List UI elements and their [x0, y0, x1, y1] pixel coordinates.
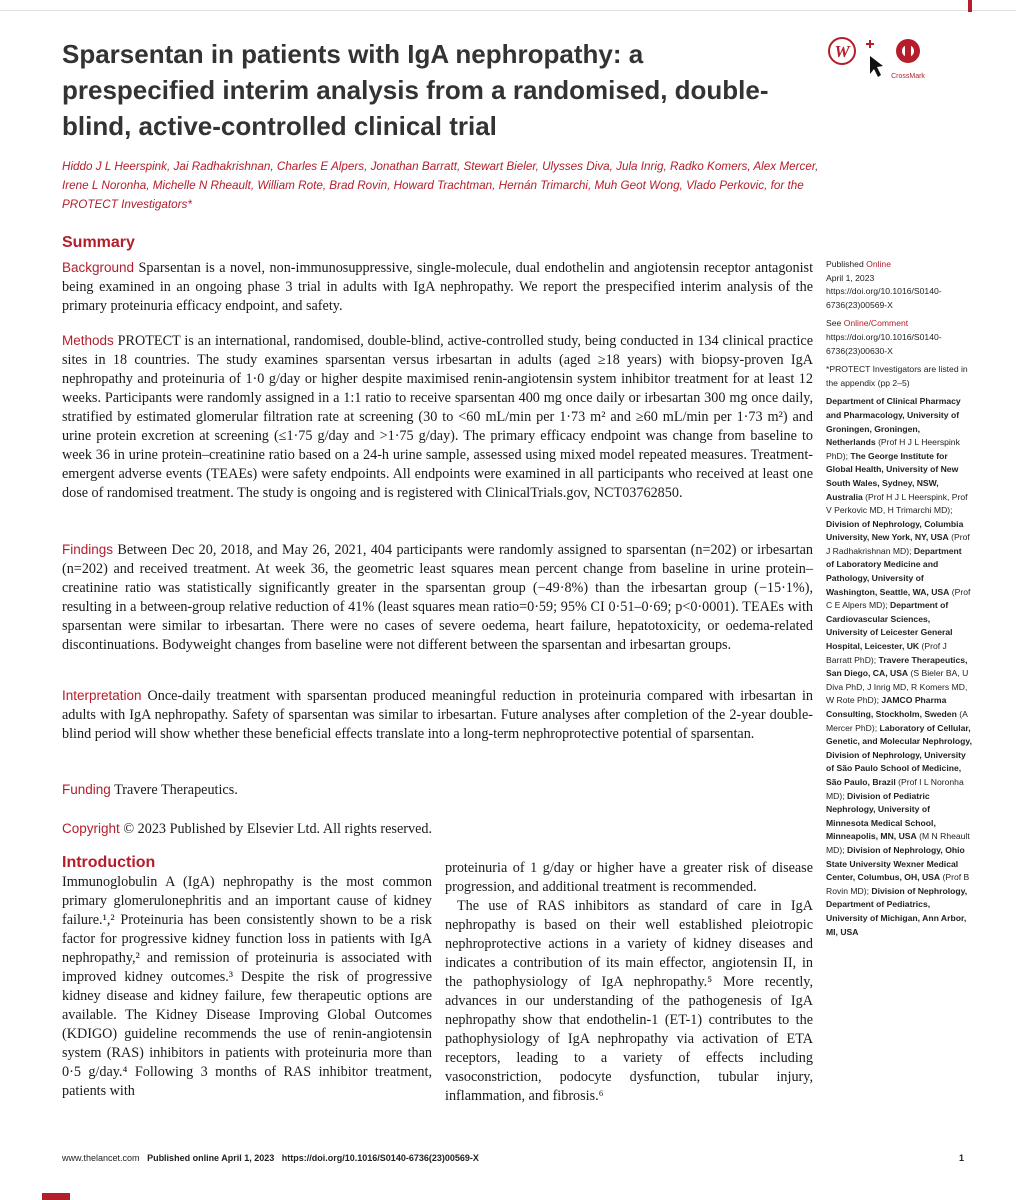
article-title: Sparsentan in patients with IgA nephropathy: a prespecified interim analysis from a randomised, double-blind, active-controlled clinical trial — [62, 39, 769, 141]
footer-doi-link[interactable]: https://doi.org/10.1016/S0140-6736(23)00569-X — [281, 1153, 479, 1163]
funding-label: Funding — [62, 782, 111, 797]
introduction-column-2 — [445, 859, 813, 1106]
page-footer — [62, 1153, 972, 1163]
funding-section — [62, 780, 813, 800]
open-access-icon[interactable] — [829, 38, 855, 64]
methods-text: PROTECT is an international, randomised, double-blind, active-controlled study, being conducted in 134 clinical practice sites in 18 countries. The study examines sparsentan versus irbesartan in adults (aged ≥18 years) with biopsy-proven IgA nephropathy and proteinuria of 1·0 g/day or higher despite maximised renin-angiotensin system inhibitor treatment for at least 12 weeks. Participants were randomly assigned in a 1:1 ratio to receive sparsentan 400 mg once daily or irbesartan 300 mg once daily, stratified by estimated glomerular filtration rate at screening (30 to <60 mL/min per 1·73 m² and ≥60 mL/min per 1·73 m²) and urine protein excretion at screening (≤1·75 g/day and >1·75 g/day). The primary efficacy endpoint was change from baseline to week 36 in urine protein–creatinine ratio based on a 24-h urine sample, assessed using mixed model repeated measures. Treatment-emergent adverse events (TEAEs) were safety endpoints. All endpoints were examined in all participants who received at least one dose of randomised treatment. The study is ongoing and is registered with ClinicalTrials.gov, NCT03762850. — [62, 333, 813, 501]
bottom-accent-bar — [42, 1193, 70, 1200]
comment-link[interactable]: Online/Comment — [843, 318, 909, 329]
methods-section — [62, 331, 813, 503]
sidebar-notes — [826, 258, 972, 944]
page-number: 1 — [958, 1153, 964, 1163]
findings-label: Findings — [62, 542, 114, 557]
summary-heading: Summary — [62, 234, 135, 251]
background-text: Sparsentan is a novel, non-immunosuppressive, single-molecule, dual endothelin and angiotensin receptor antagonist being examined in an ongoing phase 3 trial in adults with IgA nephropathy. We report the prespecified interim analysis of the primary proteinuria efficacy endpoint, and safety. — [62, 260, 814, 314]
methods-label: Methods — [62, 333, 114, 348]
affiliations: Department of Clinical Pharmacy and Pharmacology, University of Groningen, Groningen, Netherlands (Prof H J L Heerspink PhD); The George Institute for Global Health, University of New South Wales, Sydney, NSW, Australia (Prof H J L Heerspink, Prof V Perkovic MD, H Trimarchi MD); Division of Nephrology, Columbia University, New York, NY, USA (Prof J Radhakrishnan MD); Department of Laboratory Medicine and Pathology, University of Washington, Seattle, WA, USA (Prof C E Alpers MD); Department of Cardiovascular Sciences, University of Leicester General Hospital, Leicester, UK (Prof J Barratt PhD); Travere Therapeutics, San Diego, CA, USA (S Bieler BA, U Diva PhD, J Inrig MD, R Komers MD, W Rote PhD); JAMCO Pharma Consulting, Stockholm, Sweden (A Mercer PhD); Laboratory of Cellular, Genetic, and Molecular Nephrology, Division of Nephrology, University of São Paulo School of Medicine, São Paulo, Brazil (Prof I L Noronha MD); Division of Pediatric Nephrology, University of Minnesota Medical School, Minneapolis, MN, USA (M N Rheault MD); Division of Nephrology, Ohio State University Wexner Medical Center, Columbus, OH, USA (Prof B Rovin MD); Division of Nephrology, Department of Pediatrics, University of Michigan, Ann Arbor, MI, USA — [826, 396, 972, 937]
published-online-link[interactable]: Online — [866, 259, 891, 269]
cursor-icon — [866, 40, 883, 77]
crossmark-icon[interactable] — [891, 39, 925, 80]
copyright-text: © 2023 Published by Elsevier Ltd. All rights reserved. — [123, 821, 433, 837]
published-doi-link[interactable]: https://doi.org/10.1016/S0140-6736(23)00569-X — [826, 286, 942, 310]
investigators-note: *PROTECT Investigators are listed in the appendix (pp 2–5) — [826, 364, 968, 388]
background-label: Background — [62, 260, 135, 275]
badge-icons — [826, 36, 946, 96]
intro-col2-para-1: proteinuria of 1 g/day or higher have a greater risk of disease progression, and additional treatment is recommended. — [445, 860, 813, 895]
findings-text: Between Dec 20, 2018, and May 26, 2021, 404 participants were randomly assigned to sparsentan (n=202) or irbesartan (n=202) and received treatment. At week 36, the geometric least squares mean percent change from baseline in urine protein–creatinine ratio was statistically significantly greater in the sparsentan group (−49·8%) than the irbesartan group (−15·1%), resulting in a between-group relative reduction of 41% (least squares mean ratio=0·59; 95% CI 0·51–0·69; p<0·0001). TEAEs with sparsentan were similar to irbesartan. There were no cases of severe oedema, heart failure, hepatotoxicity, or oedema-related discontinuations. Bodyweight changes from baseline were not different between the sparsentan and irbesartan groups. — [62, 542, 813, 653]
article-badges — [826, 36, 946, 96]
introduction-heading: Introduction — [62, 854, 156, 871]
copyright-label: Copyright — [62, 821, 120, 836]
footer-published: Published online April 1, 2023 — [147, 1153, 275, 1163]
author-list: Hiddo J L Heerspink, Jai Radhakrishnan, Charles E Alpers, Jonathan Barratt, Stewart Bieler, Ulysses Diva, Jula Inrig, Radko Komers, Alex Mercer, Irene L Noronha, Michelle N Rheault, William Rote, Brad Rovin, Howard Trachtman, Hernán Trimarchi, Muh Geot Wong, Vlado Perkovic, for the PROTECT Investigators* — [62, 160, 819, 211]
crossmark-label: CrossMark — [891, 73, 925, 80]
interpretation-section — [62, 686, 813, 744]
footer-site-link[interactable]: www.thelancet.com — [62, 1153, 140, 1163]
interpretation-label: Interpretation — [62, 688, 142, 703]
published-note: Published Online April 1, 2023 https://doi.org/10.1016/S0140-6736(23)00569-X — [826, 259, 942, 310]
see-comment-note: See Online/Comment https://doi.org/10.1016/S0140-6736(23)00630-X — [826, 318, 942, 356]
interpretation-text: Once-daily treatment with sparsentan produced meaningful reduction in proteinuria compared with irbesartan in adults with IgA nephropathy. Safety of sparsentan was similar to irbesartan. Future analyses after completion of the 2-year double-blind period will show whether these beneficial effects translate into a long-term nephroprotective potential of sparsentan. — [62, 688, 813, 742]
top-rule — [0, 0, 1016, 11]
introduction-column-1: Immunoglobulin A (IgA) nephropathy is the most common primary glomerulonephritis and an important cause of kidney failure.¹,² Proteinuria has been consistently shown to be a risk factor for progressive kidney function loss in patients with IgA nephropathy,² and remission of proteinuria is associated with improved kidney outcomes.³ Despite the risk of progressive kidney disease and kidney failure, few therapeutic options are available. The Kidney Disease Improving Global Outcomes (KDIGO) guideline recommends the use of renin-angiotensin system (RAS) inhibitors in patients with proteinuria more than 0·5 g/day.⁴ Following 3 months of RAS inhibitor treatment, patients with — [62, 874, 432, 1099]
funding-text: Travere Therapeutics. — [114, 782, 238, 798]
comment-doi-link[interactable]: https://doi.org/10.1016/S0140-6736(23)00630-X — [826, 331, 942, 356]
intro-col2-para-2: The use of RAS inhibitors as standard of care in IgA nephropathy is based on their well established pleiotropic nephroprotective actions in a variety of kidney diseases and indicates a contribution of its main effector, angiotensin II, in the pathophysiology of IgA nephropathy.⁵ More recently, advances in our understanding of the pathogenesis of IgA nephropathy show that endothelin-1 (ET-1) contributes to the pathophysiology of IgA nephropathy via activation of ETA receptors, leading to a variety of effects including vasoconstriction, podocyte dysfunction, tubular injury, inflammation, and fibrosis.⁶ — [445, 898, 813, 1104]
background-section — [62, 258, 813, 316]
svg-text:W: W — [834, 42, 850, 61]
copyright-section — [62, 819, 813, 839]
top-accent-bar — [968, 0, 972, 12]
findings-section — [62, 540, 813, 655]
